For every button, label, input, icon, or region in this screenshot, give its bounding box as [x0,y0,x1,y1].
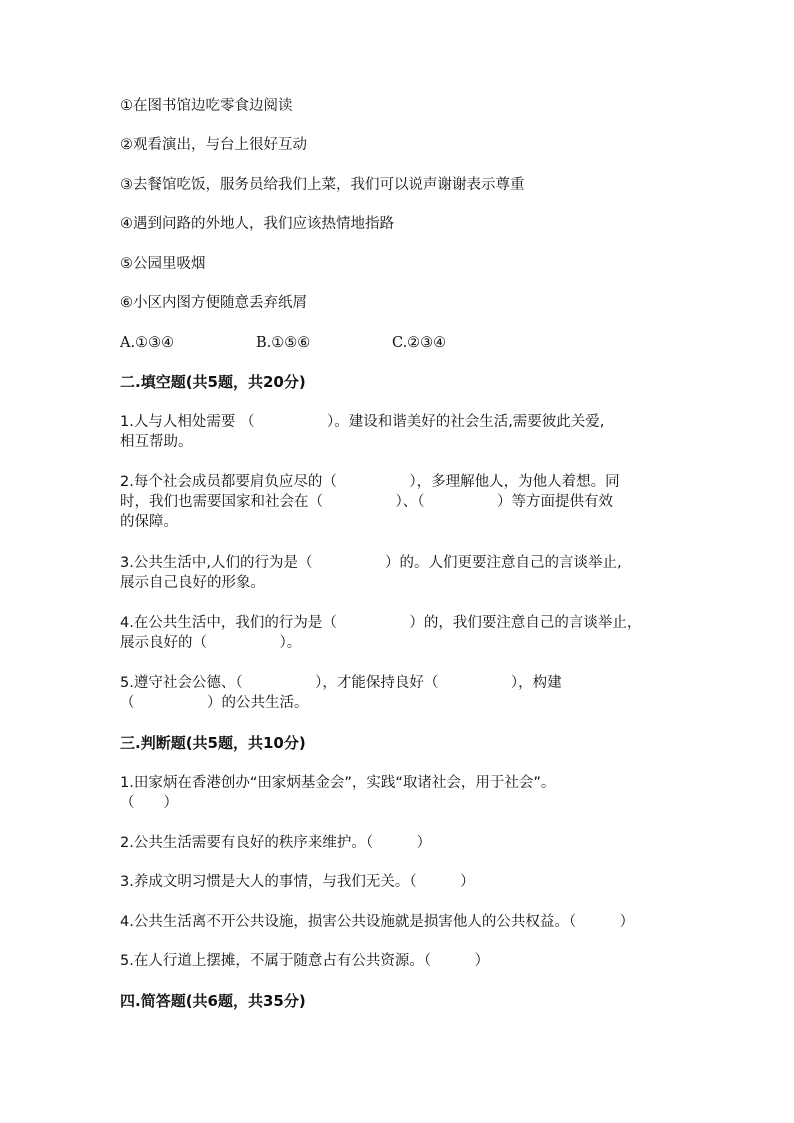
section-heading: 三.判断题(共5题，共10分) [120,734,306,752]
choice-item: ⑤公园里吸烟 [120,256,206,272]
section-heading: 四.简答题(共6题，共35分) [120,992,306,1010]
question-line: （ ） [120,795,178,811]
choice-item: ④遇到问路的外地人，我们应该热情地指路 [120,216,394,232]
question-line: 5.遵守社会公德、（ ），才能保持良好（ ），构建 [120,675,562,691]
question-line: 相互帮助。 [120,434,193,450]
option-b: B.①⑤⑥ [256,335,311,351]
question-line: 展示自己良好的形象。 [120,575,265,591]
question-line: 4.在公共生活中，我们的行为是（ ）的，我们要注意自己的言谈举止， [120,615,642,631]
option-c: C.②③④ [392,335,447,351]
question-line: 3.养成文明习惯是大人的事情，与我们无关。（ ） [120,874,475,890]
question-line: 2.公共生活需要有良好的秩序来维护。（ ） [120,835,432,851]
section-heading: 二.填空题(共5题，共20分) [120,373,306,391]
question-line: 2.每个社会成员都要肩负应尽的（ ），多理解他人，为他人着想。同 [120,474,620,490]
question-line: 1.田家炳在香港创办“田家炳基金会”，实践“取诸社会，用于社会”。 [120,775,556,791]
question-line: 4.公共生活离不开公共设施，损害公共设施就是损害他人的公共权益。（ ） [120,914,635,930]
question-line: （ ）的公共生活。 [120,695,309,711]
question-line: 1.人与人相处需要 （ ）。建设和谐美好的社会生活,需要彼此关爱, [120,414,605,430]
choice-item: ②观看演出，与台上很好互动 [120,137,307,153]
question-line: 时，我们也需要国家和社会在（ ）、（ ）等方面提供有效 [120,494,613,510]
choice-item: ⑥小区内图方便随意丢弃纸屑 [120,295,307,311]
question-line: 的保障。 [120,514,178,530]
choice-item: ③去餐馆吃饭，服务员给我们上菜，我们可以说声谢谢表示尊重 [120,177,525,193]
choice-item: ①在图书馆边吃零食边阅读 [120,98,293,114]
question-line: 5.在人行道上摆摊，不属于随意占有公共资源。（ ） [120,953,490,969]
option-a: A.①③④ [120,335,175,351]
question-line: 3.公共生活中,人们的行为是（ ）的。人们更要注意自己的言谈举止, [120,555,622,571]
question-line: 展示良好的（ ）。 [120,635,302,651]
